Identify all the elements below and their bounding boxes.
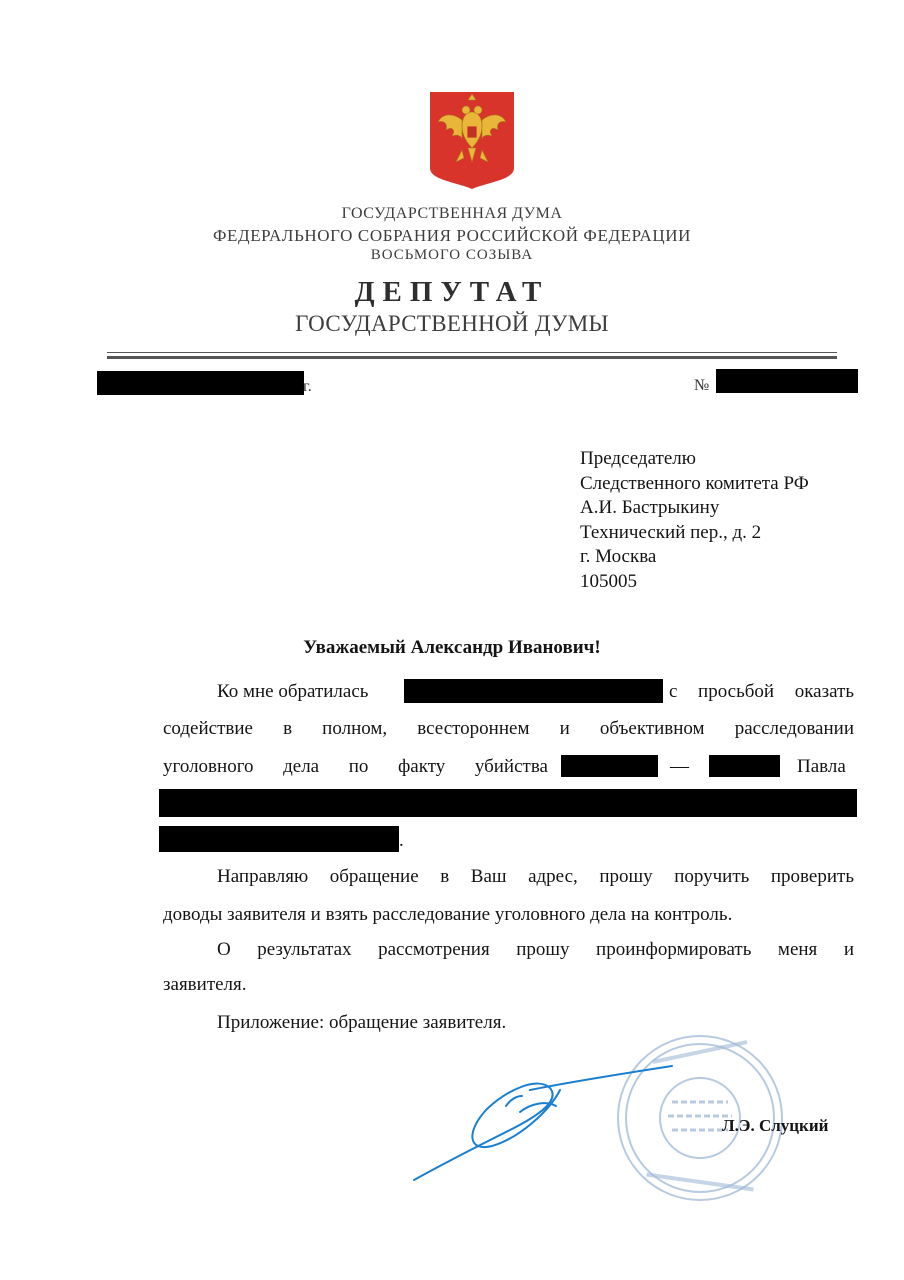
redacted-surname-2 xyxy=(709,755,780,777)
org-line-3: ВОСЬМОГО СОЗЫВА xyxy=(370,247,534,263)
header-divider-thick xyxy=(107,356,837,359)
paragraph-1-line-2: содействие в полном, всестороннем и объективном расследовании xyxy=(163,718,854,739)
paragraph-3-line-2: заявителя. xyxy=(163,974,247,995)
redacted-applicant xyxy=(404,679,663,703)
redacted-line-end xyxy=(159,826,399,852)
addressee-line: А.И. Бастрыкину xyxy=(580,497,720,519)
signature-image xyxy=(410,1060,680,1190)
date-suffix: г. xyxy=(303,378,312,395)
letterhead-title: ДЕПУТАТ xyxy=(354,276,550,308)
addressee-line: 105005 xyxy=(580,570,637,592)
letter-greeting: Уважаемый Александр Иванович! xyxy=(303,637,601,658)
paragraph-1-end: . xyxy=(399,830,404,851)
redacted-line xyxy=(159,789,857,817)
paragraph-1-dash: — xyxy=(670,756,689,777)
signatory-name: Л.Э. Слуцкий xyxy=(722,1116,829,1135)
paragraph-3-line-1: О результатах рассмотрения прошу проинформировать меня и xyxy=(217,939,854,960)
addressee-line: Следственного комитета РФ xyxy=(580,472,809,494)
coat-of-arms-icon xyxy=(428,90,516,190)
paragraph-1-request: с просьбой оказать xyxy=(669,681,854,702)
redacted-date xyxy=(97,371,304,395)
org-line-1: ГОСУДАРСТВЕННАЯ ДУМА xyxy=(341,205,563,222)
number-sign: № xyxy=(694,377,710,394)
header-divider-thin xyxy=(107,352,837,353)
redacted-surname-1 xyxy=(561,755,658,777)
letterhead-subtitle: ГОСУДАРСТВЕННОЙ ДУМЫ xyxy=(295,311,609,336)
addressee-line: г. Москва xyxy=(580,546,657,568)
addressee-block xyxy=(580,447,809,595)
attachment-note: Приложение: обращение заявителя. xyxy=(217,1012,507,1033)
paragraph-2-line-2: доводы заявителя и взять расследование уголовного дела на контроль. xyxy=(163,904,733,925)
paragraph-1-line-3: уголовного дела по факту убийства xyxy=(163,756,548,777)
redacted-number xyxy=(716,369,858,393)
addressee-line: Технический пер., д. 2 xyxy=(580,521,762,543)
paragraph-1-name: Павла xyxy=(797,756,846,777)
paragraph-1-start: Ко мне обратилась xyxy=(217,681,369,702)
addressee-line: Председателю xyxy=(580,448,696,469)
org-line-2: ФЕДЕРАЛЬНОГО СОБРАНИЯ РОССИЙСКОЙ ФЕДЕРАЦИИ xyxy=(212,226,692,245)
paragraph-2-line-1: Направляю обращение в Ваш адрес, прошу поручить проверить xyxy=(217,866,854,887)
